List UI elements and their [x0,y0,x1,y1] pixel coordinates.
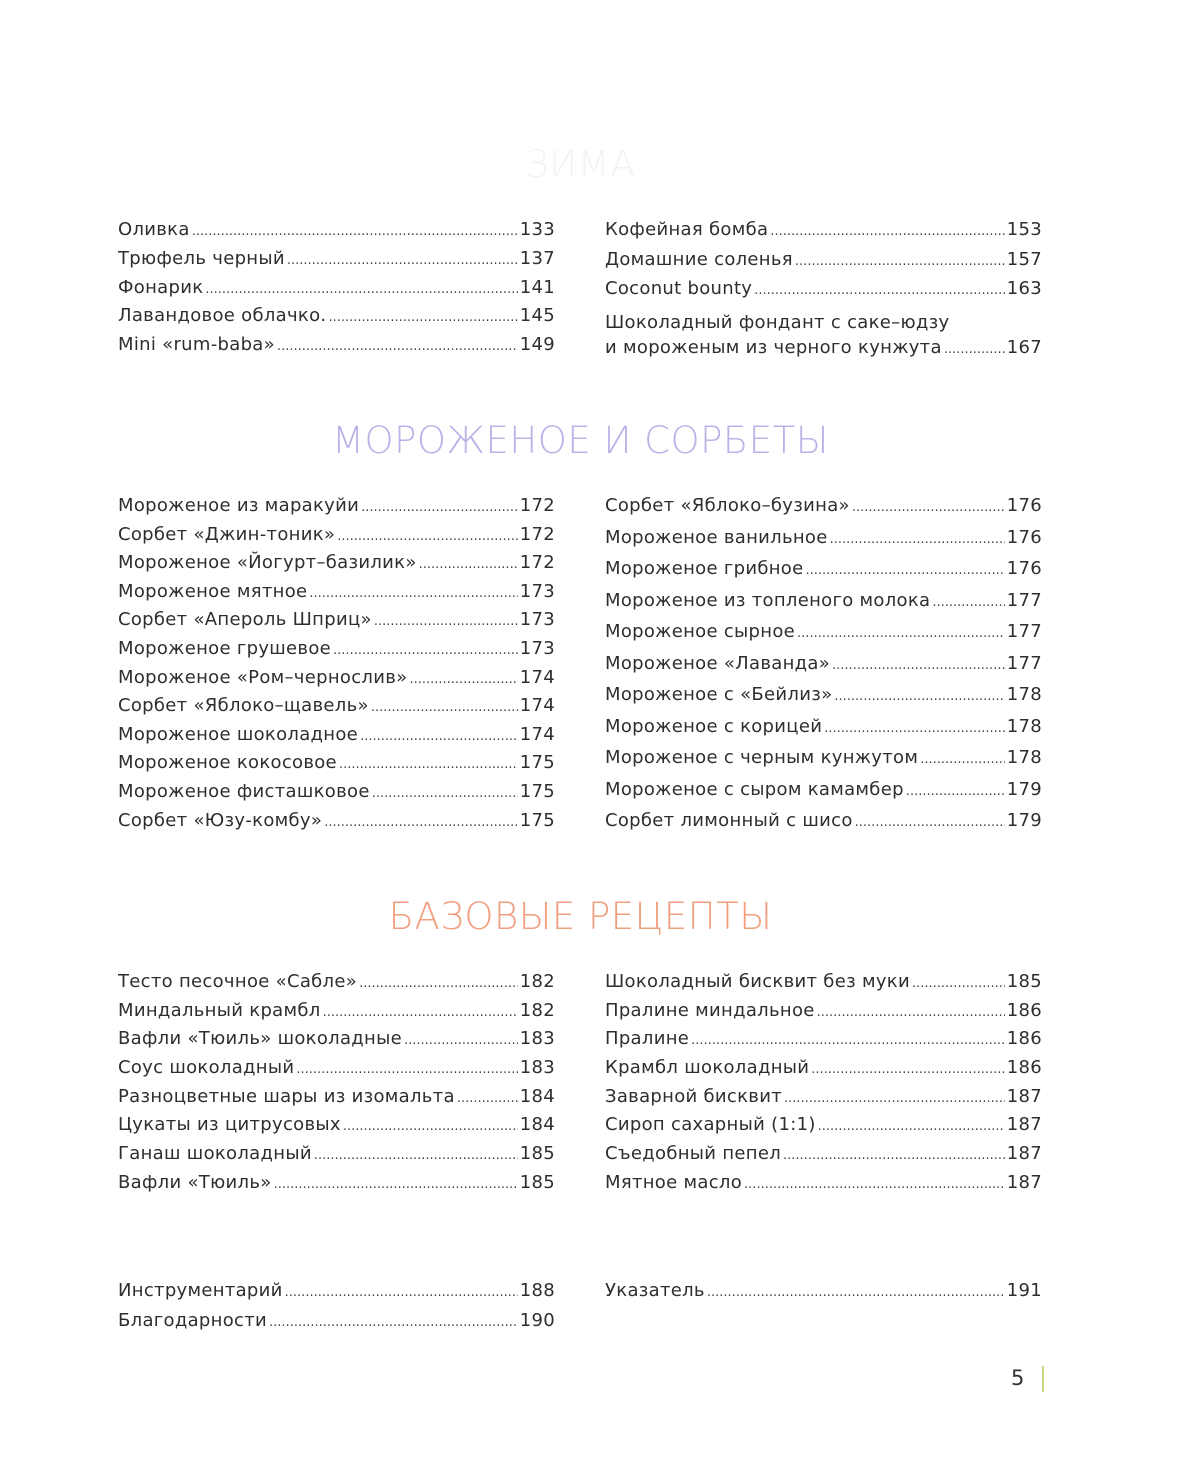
toc-entry[interactable] [118,524,555,553]
entry-title: Фонарик [118,276,204,298]
entry-page: 172 [519,495,555,516]
entry-title: Coconut bounty [605,278,753,299]
dot-leader [314,1143,518,1165]
entry-title: Мороженое из маракуйи [118,495,360,516]
dot-leader [323,1000,518,1022]
entry-page: 182 [519,999,555,1021]
dot-leader [920,747,1005,769]
dot-leader [770,219,1004,241]
entry-title: Мороженое из топленого молока [605,589,931,611]
dot-leader [328,305,517,327]
toc-column-ice-cream-right [605,495,1042,842]
dot-leader [404,1028,518,1050]
entry-title: Мороженое с сыром камамбер [605,778,904,800]
section-title-winter: ЗИМА [525,143,636,186]
entry-title: Mini «rum-baba» [118,334,275,355]
dot-leader [287,248,518,270]
toc-entry[interactable] [605,1172,1042,1201]
entry-page: 174 [519,723,555,745]
toc-entry[interactable] [605,971,1042,1000]
entry-page: 174 [519,666,555,688]
dot-leader [806,558,1005,580]
entry-page: 184 [519,1114,555,1136]
entry-page: 179 [1006,810,1042,831]
toc-entry[interactable] [118,1310,555,1340]
entry-page: 178 [1006,715,1042,737]
toc-entry[interactable] [605,684,1042,716]
dot-leader [691,1028,1005,1050]
toc-entry[interactable] [605,1086,1042,1115]
toc-entry[interactable] [605,495,1042,527]
dot-leader [309,581,517,603]
dot-leader [852,495,1005,517]
entry-page: 188 [519,1280,555,1301]
dot-leader [343,1114,518,1136]
dot-leader [811,1057,1004,1079]
entry-page: 167 [1006,336,1042,358]
toc-entry[interactable] [118,277,555,306]
toc-entry[interactable] [118,1086,555,1115]
toc-entry[interactable] [605,621,1042,653]
entry-title: Пралине миндальное [605,999,815,1021]
toc-entry[interactable] [118,810,555,839]
dot-leader [277,334,518,356]
dot-leader [855,810,1005,832]
dot-leader [795,249,1005,271]
dot-leader [371,695,518,717]
toc-entry[interactable] [118,552,555,581]
entry-title: Трюфель черный [118,247,285,269]
entry-page: 178 [1006,747,1042,768]
entry-title: Сорбет «Юзу-комбу» [118,809,323,831]
entry-page: 175 [519,780,555,802]
toc-entry[interactable] [605,810,1042,842]
entry-title: Мороженое грушевое [118,637,332,659]
entry-page: 137 [519,247,555,269]
entry-title: Сорбет «Джин-тоник» [118,523,336,545]
entry-page: 145 [519,305,555,327]
dot-leader [374,609,518,631]
entry-title: Инструментарий [118,1280,283,1301]
dot-leader [269,1310,518,1332]
entry-title: Сироп сахарный (1:1) [605,1114,816,1136]
dot-leader [906,779,1005,801]
entry-page: 183 [519,1057,555,1079]
toc-entry[interactable] [605,1057,1042,1086]
entry-title: Сорбет «Апероль Шприц» [118,609,372,631]
entry-page: 173 [519,609,555,631]
entry-page: 187 [1006,1085,1042,1107]
toc-entry[interactable] [605,558,1042,590]
dot-leader [360,724,518,746]
entry-page: 185 [519,1171,555,1193]
entry-title: Кофейная бомба [605,219,769,240]
entry-page: 186 [1006,999,1042,1021]
entry-page: 173 [519,637,555,659]
entry-page: 186 [1006,1028,1042,1050]
section-title-base-recipes: БАЗОВЫЕ РЕЦЕПТЫ [388,895,773,938]
dot-leader [361,495,518,517]
dot-leader [818,1114,1005,1136]
entry-title: Мороженое фисташковое [118,780,370,802]
entry-page: 182 [519,971,555,992]
entry-title: Оливка [118,219,190,240]
entry-page: 176 [1006,526,1042,548]
entry-title: Мороженое шоколадное [118,723,359,745]
toc-column-winter-left [118,219,555,363]
toc-column-appendix-right [605,1280,1042,1310]
toc-entry[interactable] [605,1114,1042,1143]
entry-page: 157 [1006,248,1042,270]
entry-title: Мороженое с черным кунжутом [605,747,919,768]
entry-title: Мороженое «Лаванда» [605,652,831,674]
toc-entry[interactable] [118,581,555,610]
entry-page: 187 [1006,1143,1042,1165]
entry-page: 172 [519,552,555,574]
dot-leader [912,971,1005,993]
entry-page: 183 [519,1028,555,1050]
toc-entry[interactable] [118,781,555,810]
toc-entry[interactable] [605,779,1042,811]
toc-entry[interactable] [605,1143,1042,1172]
entry-title: Сорбет «Яблоко–бузина» [605,495,850,516]
toc-entry[interactable] [118,305,555,334]
entry-title-line1: Шоколадный фондант с саке–юдзу [605,311,950,333]
entry-page: 163 [1006,278,1042,299]
entry-title: Вафли «Тюиль» шоколадные [118,1028,403,1050]
toc-column-winter-right [605,219,1042,359]
entry-title: Благодарности [118,1309,268,1331]
toc-entry[interactable] [118,971,555,1000]
dot-leader [324,810,518,832]
dot-leader [830,527,1005,549]
toc-entry[interactable] [118,1280,555,1310]
toc-entry[interactable] [118,1057,555,1086]
entry-page: 176 [1006,558,1042,579]
toc-entry[interactable] [605,1280,1042,1310]
entry-page: 153 [1006,219,1042,240]
entry-line2 [605,337,1042,359]
dot-leader [944,337,1005,359]
entry-title: Лавандовое облачко. [118,305,327,327]
toc-entry[interactable] [118,609,555,638]
toc-entry[interactable] [605,527,1042,559]
entry-page: 191 [1006,1280,1042,1301]
entry-title: Мороженое грибное [605,558,804,579]
entry-title: Ганаш шоколадный [118,1143,312,1165]
dot-leader [337,524,518,546]
entry-title: Разноцветные шары из изомальта [118,1085,455,1107]
toc-entry[interactable] [118,638,555,667]
entry-page: 187 [1006,1114,1042,1136]
dot-leader [205,277,517,299]
toc-entry[interactable] [605,219,1042,249]
entry-page: 179 [1006,778,1042,800]
entry-page: 190 [519,1309,555,1331]
toc-entry[interactable] [118,667,555,696]
entry-page: 174 [519,695,555,717]
section-title-ice-cream: МОРОЖЕНОЕ И СОРБЕТЫ [332,419,829,462]
entry-title: Мороженое ванильное [605,526,828,548]
entry-title: Заварной бисквит [605,1085,782,1107]
entry-title: Крамбл шоколадный [605,1057,810,1079]
toc-entry-multiline[interactable] [605,308,1042,359]
entry-title: Съедобный пепел [605,1143,782,1165]
entry-title: Мороженое мятное [118,580,308,602]
toc-entry[interactable] [605,747,1042,779]
dot-leader [192,219,518,241]
toc-entry[interactable] [118,1028,555,1057]
dot-leader [932,590,1004,612]
toc-entry[interactable] [605,1000,1042,1029]
toc-entry[interactable] [118,219,555,248]
dot-leader [359,971,518,993]
entry-title: Мороженое «Йогурт–базилик» [118,552,417,574]
entry-page: 177 [1006,652,1042,674]
entry-title: Мороженое с «Бейлиз» [605,684,833,705]
entry-title: Вафли «Тюиль» [118,1171,272,1193]
toc-entry[interactable] [118,1172,555,1201]
entry-page: 178 [1006,684,1042,705]
dot-leader [372,781,518,803]
entry-page: 186 [1006,1057,1042,1079]
dot-leader [754,278,1004,300]
entry-page: 149 [519,334,555,355]
toc-entry[interactable] [118,248,555,277]
entry-title: Сорбет «Яблоко–щавель» [118,695,369,717]
toc-column-ice-cream-left [118,495,555,838]
entry-title: Мороженое «Ром–чернослив» [118,666,408,688]
toc-entry[interactable] [605,278,1042,308]
entry-title: Мороженое сырное [605,621,796,642]
toc-entry[interactable] [605,590,1042,622]
entry-page: 175 [519,809,555,831]
entry-title: Мороженое с корицей [605,715,823,737]
entry-title: Мятное масло [605,1171,743,1193]
entry-title: Тесто песочное «Сабле» [118,971,358,992]
entry-title: Указатель [605,1280,705,1301]
toc-entry[interactable] [118,1114,555,1143]
page-number: 5 [1011,1366,1025,1390]
entry-page: 187 [1006,1171,1042,1193]
toc-entry[interactable] [118,495,555,524]
dot-leader [834,684,1004,706]
dot-leader [274,1172,518,1194]
dot-leader [339,752,518,774]
toc-entry[interactable] [118,695,555,724]
dot-leader [832,653,1005,675]
dot-leader [457,1086,518,1108]
entry-title: Пралине [605,1028,690,1050]
entry-title: Соус шоколадный [118,1057,295,1079]
toc-entry[interactable] [118,1000,555,1029]
entry-title: Мороженое кокосовое [118,752,337,774]
entry-page: 173 [519,580,555,602]
toc-column-appendix-left [118,1280,555,1339]
dot-leader [824,716,1005,738]
entry-page: 176 [1006,495,1042,516]
entry-page: 185 [519,1143,555,1165]
entry-page: 177 [1006,621,1042,642]
dot-leader [784,1086,1005,1108]
entry-title: Цукаты из цитрусовых [118,1114,341,1136]
entry-page: 141 [519,276,555,298]
toc-entry[interactable] [118,752,555,781]
entry-page: 184 [519,1085,555,1107]
toc-entry[interactable] [605,249,1042,279]
toc-entry[interactable] [118,334,555,363]
dot-leader [707,1280,1005,1302]
entry-title: Домашние соленья [605,248,793,270]
toc-entry[interactable] [118,1143,555,1172]
toc-entry[interactable] [605,716,1042,748]
dot-leader [285,1280,518,1302]
dot-leader [419,552,518,574]
toc-entry[interactable] [605,653,1042,685]
toc-column-base-right [605,971,1042,1201]
dot-leader [817,1000,1005,1022]
entry-title: Шоколадный бисквит без муки [605,971,910,992]
entry-title-line2: и мороженым из черного кунжута [605,336,942,358]
entry-page: 175 [519,752,555,774]
entry-title: Сорбет лимонный с шисо [605,810,853,831]
dot-leader [296,1057,517,1079]
dot-leader [333,638,518,660]
entry-page: 177 [1006,589,1042,611]
toc-entry[interactable] [118,724,555,753]
entry-page: 133 [519,219,555,240]
entry-page: 185 [1006,971,1042,992]
entry-title: Миндальный крамбл [118,999,321,1021]
dot-leader [409,667,517,689]
toc-entry[interactable] [605,1028,1042,1057]
dot-leader [797,621,1005,643]
page-number-rule [1042,1366,1044,1392]
dot-leader [783,1143,1005,1165]
entry-page: 172 [519,523,555,545]
toc-column-base-left [118,971,555,1201]
dot-leader [744,1172,1005,1194]
